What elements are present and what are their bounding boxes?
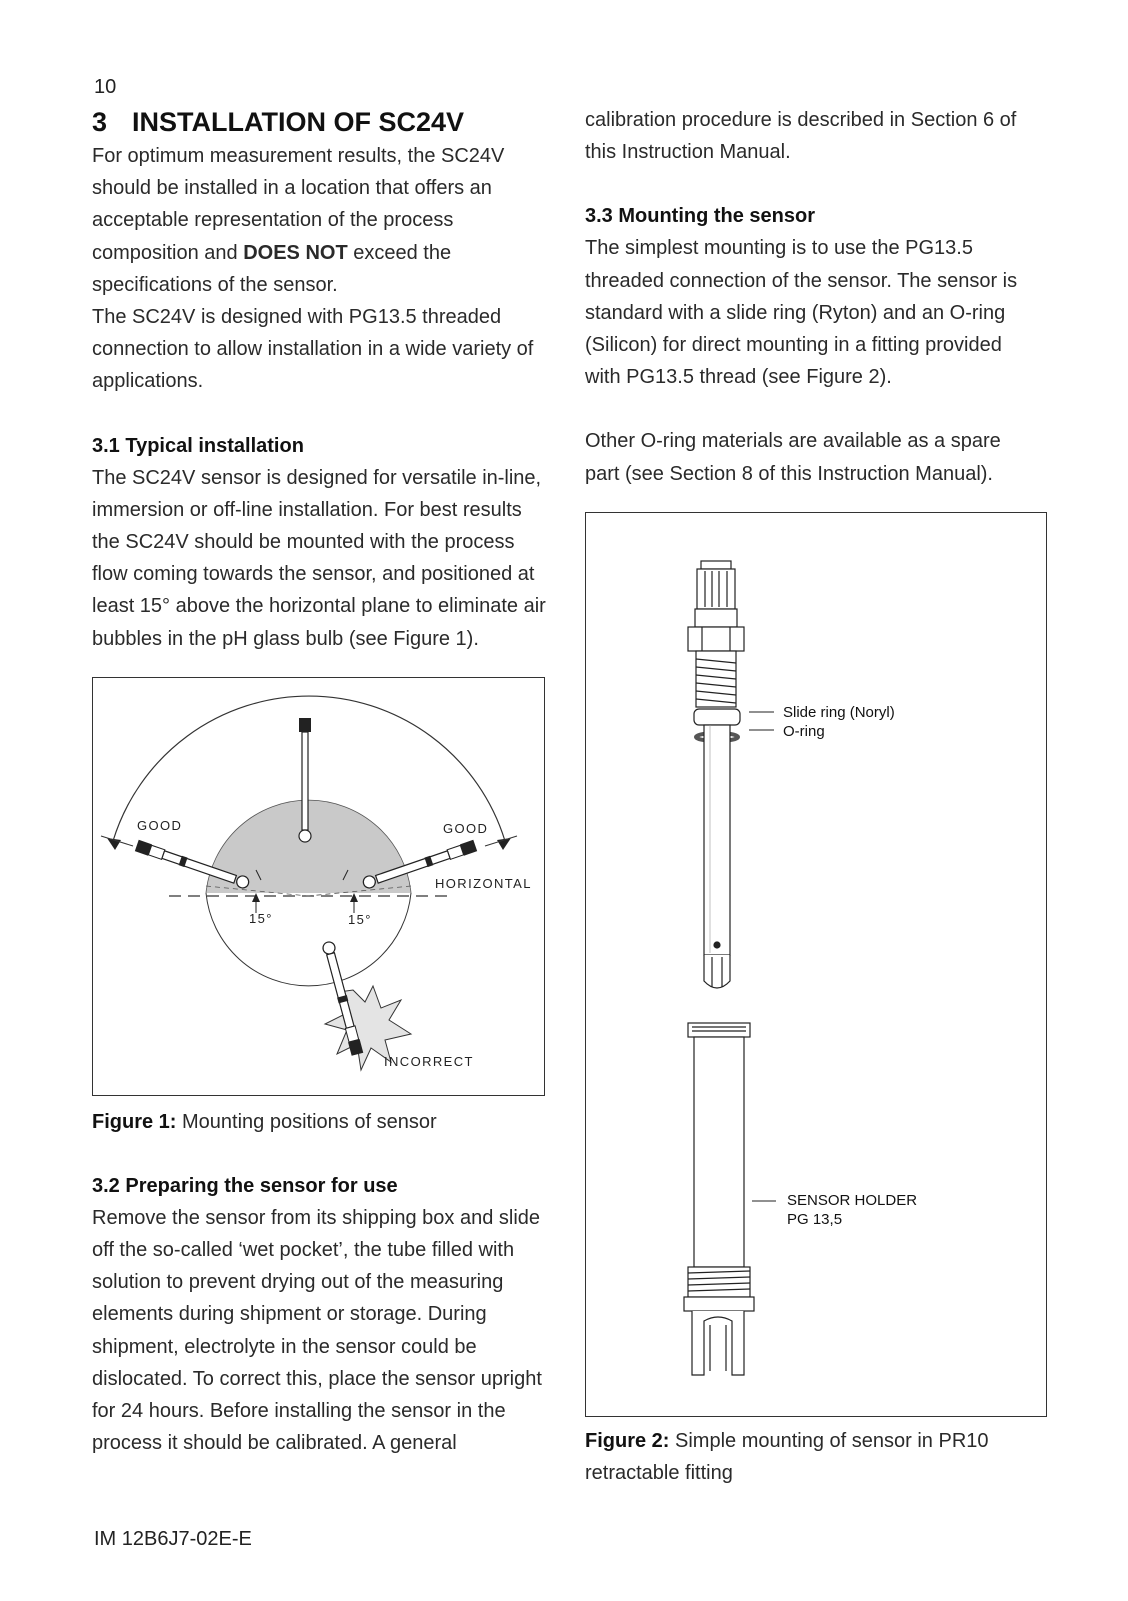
- label-angle-left: 15°: [249, 910, 273, 926]
- section-3-2-continued: calibration procedure is described in Section 6 of this Instruction Manual.: [585, 109, 1017, 164]
- section-3-3-body: The simplest mounting is to use the PG13.5 threaded connection of the sensor. The sensor is standard with a slide ring (Ryton) and an O-ring (Silicon) for direct mounting in a fitting provided with PG13.5 thread (see Figure 2).: [585, 237, 1018, 389]
- right-column: [585, 104, 1040, 1489]
- left-column: [92, 104, 547, 1459]
- slide-ring-icon: [694, 709, 740, 725]
- section-3-3-body2: Other O-ring materials are available as a spare part (see Section 8 of this Instruction Manual).: [585, 430, 1001, 485]
- label-slide-ring: Slide ring (Noryl): [783, 703, 895, 721]
- page-number: 10: [94, 76, 117, 98]
- section-3-1-heading: 3.1 Typical installation: [92, 434, 304, 457]
- section-3-3-heading: 3.3 Mounting the sensor: [585, 205, 816, 228]
- section-3-2-heading: 3.2 Preparing the sensor for use: [92, 1174, 398, 1197]
- section-3-title: 3 INSTALLATION OF SC24V: [92, 107, 465, 137]
- sensor-holder-icon: [684, 1023, 754, 1375]
- figure-2-mounting-diagram: [585, 512, 1047, 1417]
- does-not-emphasis: DOES NOT: [243, 241, 348, 264]
- section-3-intro: For optimum measurement results, the SC24V should be installed in a location that offers an acceptable representation of the process composition and DOES NOT exceed the specifications of the sensor.: [92, 145, 505, 296]
- label-sensor-holder: SENSOR HOLDER PG 13,5: [787, 1191, 918, 1228]
- sensor-connector-icon: [688, 561, 744, 707]
- label-angle-right: 15°: [348, 911, 372, 927]
- figure-2-caption: Figure 2: Simple mounting of sensor in PR10 retractable fitting: [585, 1429, 989, 1484]
- figure-2-illustration: [586, 513, 1048, 1418]
- label-oring: O-ring: [783, 722, 825, 740]
- figure-1-mounting-diagram: [92, 677, 545, 1096]
- section-3-intro-para2: The SC24V is designed with PG13.5 threaded connection to allow installation in a wide variety of applications.: [92, 306, 534, 393]
- section-3-1-body: The SC24V sensor is designed for versatile in-line, immersion or off-line installation. For best results the SC24V should be mounted with the process flow coming towards the sensor, and positioned at least 15° above the horizontal plane to eliminate air bubbles in the pH glass bulb (see Figure 1).: [92, 466, 546, 650]
- section-3-2-body: Remove the sensor from its shipping box and slide off the so-called ‘wet pocket’, the tube filled with solution to prevent drying out of the measuring elements during shipment or storage. During shipment, electrolyte in the sensor could be dislocated. To correct this, place the sensor upright for 24 hours. Before installing the sensor in the process it should be calibrated. A general: [92, 1206, 542, 1455]
- label-good-left: GOOD: [137, 817, 183, 833]
- figure-1-caption: Figure 1: Mounting positions of sensor: [92, 1110, 437, 1133]
- sensor-shaft-icon: [704, 725, 730, 955]
- label-horizontal: HORIZONTAL: [435, 875, 532, 891]
- label-good-right: GOOD: [443, 820, 489, 836]
- label-incorrect: INCORRECT: [384, 1053, 474, 1069]
- document-footer: IM 12B6J7-02E-E: [94, 1528, 252, 1550]
